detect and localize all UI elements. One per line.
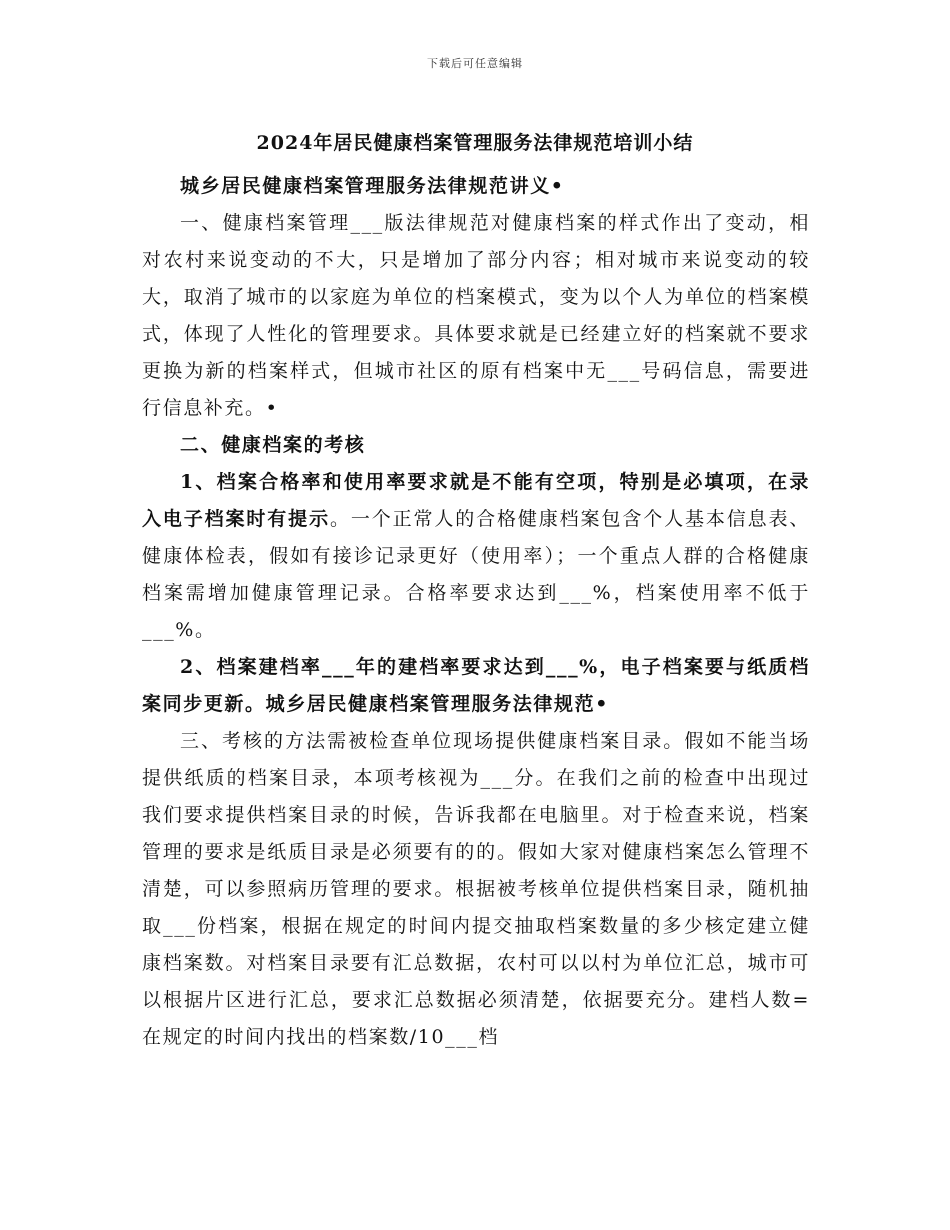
paragraph-1: 一、健康档案管理___版法律规范对健康档案的样式作出了变动，相对农村来说变动的不大，只是增加了部分内容；相对城市来说变动的较大，取消了城市的以家庭为单位的档案模式，变为以个人为单位的档案模式，体现了人性化的管理要求。具体要求就是已经建立好的档案就不要求更换为新的档案样式，但城市社区的原有档案中无___号码信息，需要进行信息补充。•: [142, 212, 810, 419]
item-1-text: 。一个正常人的合格健康档案包含个人基本信息表、健康体检表，假如有接诊记录更好（使用率）；一个重点人群的合格健康档案需增加健康管理记录。合格率要求达到___%，档案使用率不低于___%。: [142, 508, 810, 641]
item-2: 2、档案建档率___年的建档率要求达到___%，电子档案要与纸质档案同步更新。城乡居民健康档案管理服务法律规范•: [142, 656, 810, 715]
heading-2: 二、健康档案的考核: [180, 434, 366, 456]
document-body: [142, 168, 810, 1056]
page-title: 2024年居民健康档案管理服务法律规范培训小结: [256, 132, 694, 154]
header-note: 下载后可任意编辑: [427, 57, 523, 70]
item-1-bold-text: 1、档案合格率和使用率要求就是不能有空项，特别是必填项，在录入电子档案时有提示: [142, 471, 810, 530]
item-1: [142, 464, 810, 649]
paragraph-3: 三、考核的方法需被检查单位现场提供健康档案目录。假如不能当场提供纸质的档案目录，本项考核视为___分。在我们之前的检查中出现过我们要求提供档案目录的时候，告诉我都在电脑里。对于检查来说，档案管理的要求是纸质目录是必须要有的的。假如大家对健康档案怎么管理不清楚，可以参照病历管理的要求。根据被考核单位提供档案目录，随机抽取___份档案，根据在规定的时间内提交抽取档案数量的多少核定建立健康档案数。对档案目录要有汇总数据，农村可以以村为单位汇总，城市可以根据片区进行汇总，要求汇总数据必须清楚，依据要充分。建档人数=在规定的时间内找出的档案数/10___档: [142, 730, 810, 1048]
section-heading: 城乡居民健康档案管理服务法律规范讲义•: [180, 175, 565, 197]
